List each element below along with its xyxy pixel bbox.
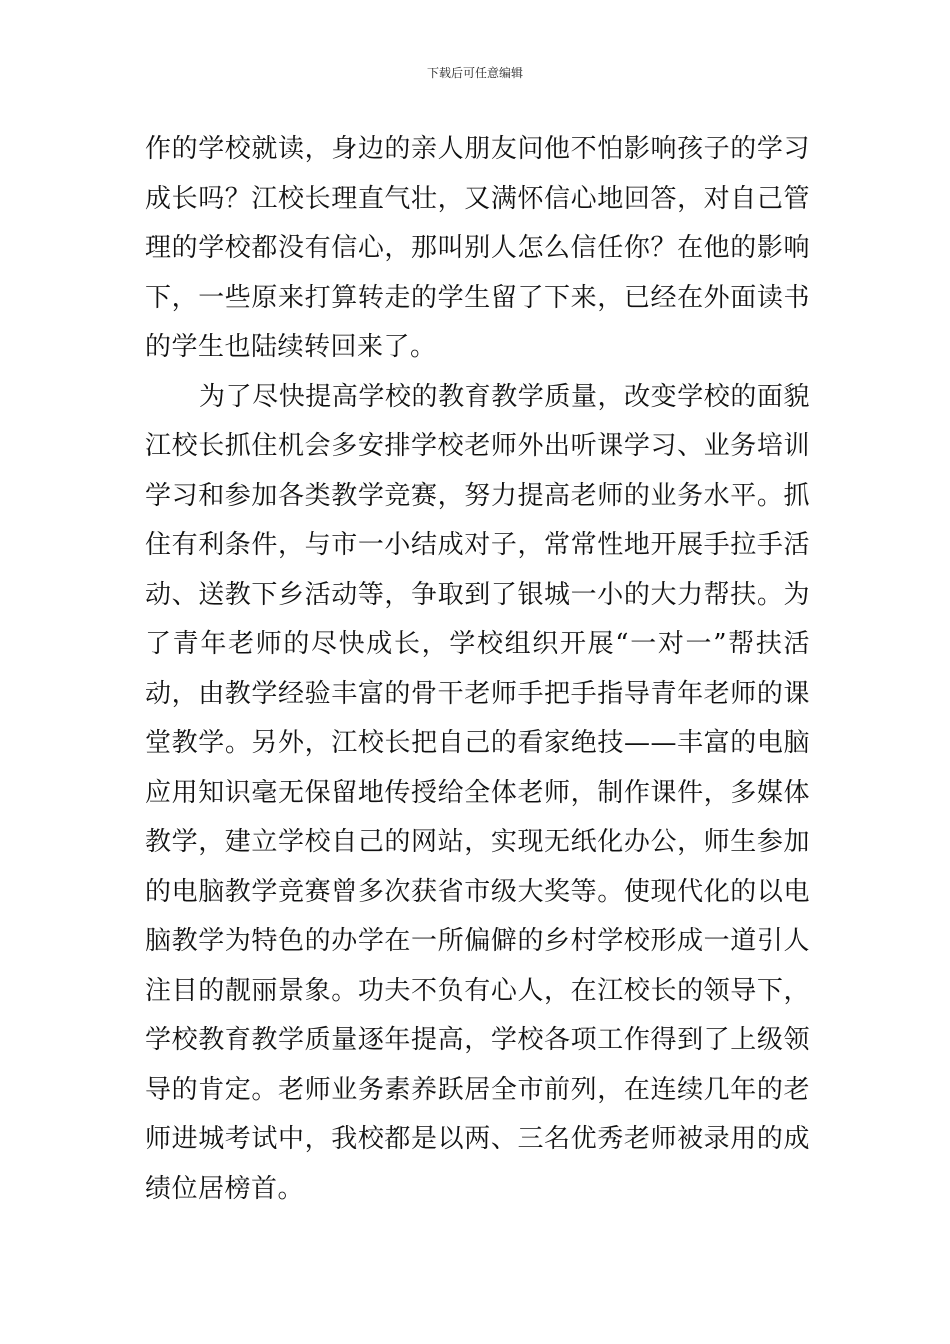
- page-header-note: 下载后可任意编辑: [426, 66, 523, 80]
- paragraph-teaching-quality: 为了尽快提高学校的教育教学质量，改变学校的面貌江校长抓住机会多安排学校老师外出听课学习、业务培训学习和参加各类教学竞赛，努力提高老师的业务水平。抓住有利条件，与市一小结成对子，常常性地开展手拉手活动、送教下乡活动等，争取到了银城一小的大力帮扶。为了青年老师的尽快成长，学校组织开展“一对一”帮扶活动，由教学经验丰富的骨干老师手把手指导青年老师的课堂教学。另外，江校长把自己的看家绝技——丰富的电脑应用知识毫无保留地传授给全体老师，制作课件，多媒体教学，建立学校自己的网站，实现无纸化办公，师生参加的电脑教学竞赛曾多次获省市级大奖等。使现代化的以电脑教学为特色的办学在一所偏僻的乡村学校形成一道引人注目的靓丽景象。功夫不负有心人，在江校长的领导下，学校教育教学质量逐年提高，学校各项工作得到了上级领导的肯定。老师业务素养跃居全市前列，在连续几年的老师进城考试中，我校都是以两、三名优秀老师被录用的成绩位居榜首。: [145, 381, 810, 1204]
- paragraph-continuation: 作的学校就读，身边的亲人朋友问他不怕影响孩子的学习成长吗？江校长理直气壮，又满怀信心地回答，对自己管理的学校都没有信心，那叫别人怎么信任你？在他的影响下，一些原来打算转走的学生留了下来，已经在外面读书的学生也陆续转回来了。: [145, 134, 810, 362]
- document-body: [145, 125, 810, 1214]
